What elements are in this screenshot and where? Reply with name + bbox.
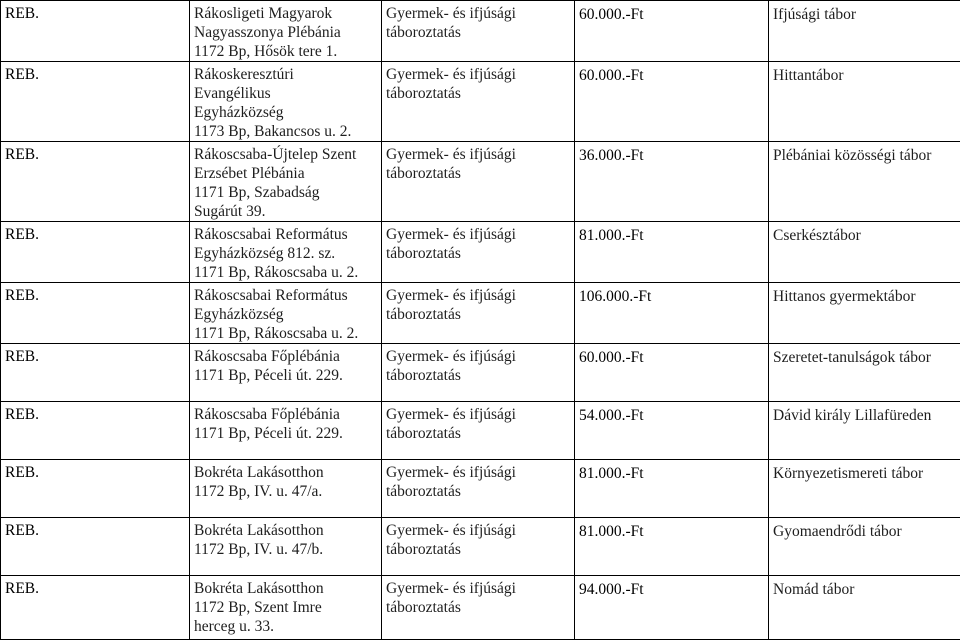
purpose-line: táboroztatás (386, 482, 570, 501)
cell-amount (575, 344, 769, 402)
organization-line: Rákoscsabai Református (194, 286, 377, 305)
organization-line: Evangélikus (194, 84, 377, 103)
amount-value: 60.000.-Ft (579, 4, 764, 24)
cell-amount (575, 460, 769, 518)
purpose-line: Gyermek- és ifjúsági (386, 225, 570, 244)
description-value: Szeretet-tanulságok tábor (773, 347, 956, 367)
cell-amount (575, 402, 769, 460)
cell-code: REB. (1, 283, 190, 344)
cell-description (769, 142, 960, 222)
cell-purpose (382, 402, 575, 460)
cell-description (769, 1, 960, 62)
organization-line: Rákoskeresztúri (194, 65, 377, 84)
description-value: Cserkésztábor (773, 225, 956, 245)
cell-description (769, 283, 960, 344)
amount-value: 36.000.-Ft (579, 145, 764, 165)
cell-code: REB. (1, 344, 190, 402)
purpose-line: Gyermek- és ifjúsági (386, 4, 570, 23)
cell-purpose (382, 142, 575, 222)
cell-organization (190, 402, 382, 460)
organization-line: 1172 Bp, IV. u. 47/b. (194, 540, 377, 559)
organization-line: 1171 Bp, Szabadság (194, 183, 377, 202)
amount-value: 81.000.-Ft (579, 521, 764, 541)
cell-description (769, 518, 960, 576)
cell-organization (190, 460, 382, 518)
organization-line: Sugárút 39. (194, 202, 377, 221)
organization-line: 1172 Bp, IV. u. 47/a. (194, 482, 377, 501)
organization-line: Bokréta Lakásotthon (194, 579, 377, 598)
amount-value: 81.000.-Ft (579, 225, 764, 245)
purpose-line: Gyermek- és ifjúsági (386, 463, 570, 482)
cell-description (769, 344, 960, 402)
purpose-line: Gyermek- és ifjúsági (386, 405, 570, 424)
cell-description (769, 576, 960, 640)
cell-purpose (382, 283, 575, 344)
cell-purpose (382, 1, 575, 62)
cell-description (769, 402, 960, 460)
cell-description (769, 62, 960, 142)
cell-organization (190, 1, 382, 62)
purpose-line: Gyermek- és ifjúsági (386, 521, 570, 540)
purpose-line: Gyermek- és ifjúsági (386, 579, 570, 598)
cell-code: REB. (1, 142, 190, 222)
cell-purpose (382, 460, 575, 518)
description-value: Hittanos gyermektábor (773, 286, 956, 306)
organization-line: Erzsébet Plébánia (194, 164, 377, 183)
purpose-line: Gyermek- és ifjúsági (386, 65, 570, 84)
organization-line: Egyházközség (194, 305, 377, 324)
cell-description (769, 222, 960, 283)
cell-purpose (382, 518, 575, 576)
organization-line: Rákoscsabai Református (194, 225, 377, 244)
organization-line: Egyházközség 812. sz. (194, 244, 377, 263)
organization-line: Rákosligeti Magyarok (194, 4, 377, 23)
purpose-line: táboroztatás (386, 424, 570, 443)
purpose-line: táboroztatás (386, 244, 570, 263)
amount-value: 81.000.-Ft (579, 463, 764, 483)
organization-line: 1172 Bp, Szent Imre (194, 598, 377, 617)
cell-code: REB. (1, 518, 190, 576)
description-value: Nomád tábor (773, 579, 956, 599)
table-row (1, 460, 960, 518)
organization-line: Rákoscsaba Főplébánia (194, 347, 377, 366)
organization-line: herceg u. 33. (194, 617, 377, 636)
description-value: Dávid király Lillafüreden (773, 405, 956, 425)
amount-value: 94.000.-Ft (579, 579, 764, 599)
cell-organization (190, 222, 382, 283)
table-row (1, 142, 960, 222)
cell-code: REB. (1, 576, 190, 640)
cell-organization (190, 142, 382, 222)
cell-code: REB. (1, 62, 190, 142)
cell-purpose (382, 344, 575, 402)
organization-line: 1171 Bp, Péceli út. 229. (194, 366, 377, 385)
amount-value: 60.000.-Ft (579, 65, 764, 85)
amount-value: 54.000.-Ft (579, 405, 764, 425)
description-value: Gyomaendrődi tábor (773, 521, 956, 541)
grants-table-body (1, 1, 960, 640)
organization-line: 1173 Bp, Bakancsos u. 2. (194, 122, 377, 141)
description-value: Hittantábor (773, 65, 956, 85)
table-row (1, 1, 960, 62)
table-row (1, 518, 960, 576)
cell-amount (575, 62, 769, 142)
organization-line: 1171 Bp, Rákoscsaba u. 2. (194, 263, 377, 282)
cell-organization (190, 344, 382, 402)
organization-line: Bokréta Lakásotthon (194, 463, 377, 482)
organization-line: Rákoscsaba-Újtelep Szent (194, 145, 377, 164)
purpose-line: Gyermek- és ifjúsági (386, 347, 570, 366)
cell-amount (575, 518, 769, 576)
purpose-line: táboroztatás (386, 305, 570, 324)
organization-line: Bokréta Lakásotthon (194, 521, 377, 540)
cell-organization (190, 62, 382, 142)
table-row (1, 576, 960, 640)
cell-organization (190, 518, 382, 576)
amount-value: 106.000.-Ft (579, 286, 764, 306)
cell-purpose (382, 576, 575, 640)
table-row (1, 283, 960, 344)
organization-line: Rákoscsaba Főplébánia (194, 405, 377, 424)
purpose-line: táboroztatás (386, 84, 570, 103)
organization-line: Egyházközség (194, 103, 377, 122)
cell-purpose (382, 62, 575, 142)
cell-amount (575, 576, 769, 640)
amount-value: 60.000.-Ft (579, 347, 764, 367)
purpose-line: Gyermek- és ifjúsági (386, 145, 570, 164)
purpose-line: táboroztatás (386, 164, 570, 183)
cell-code: REB. (1, 460, 190, 518)
table-row (1, 62, 960, 142)
organization-line: Nagyasszonya Plébánia (194, 23, 377, 42)
organization-line: 1171 Bp, Péceli út. 229. (194, 424, 377, 443)
purpose-line: táboroztatás (386, 540, 570, 559)
cell-organization (190, 283, 382, 344)
organization-line: 1172 Bp, Hősök tere 1. (194, 42, 377, 61)
purpose-line: táboroztatás (386, 366, 570, 385)
cell-amount (575, 1, 769, 62)
cell-amount (575, 222, 769, 283)
cell-amount (575, 142, 769, 222)
cell-code: REB. (1, 402, 190, 460)
table-row (1, 222, 960, 283)
cell-code: REB. (1, 1, 190, 62)
cell-description (769, 460, 960, 518)
description-value: Plébániai közösségi tábor (773, 145, 956, 165)
cell-organization (190, 576, 382, 640)
cell-purpose (382, 222, 575, 283)
cell-code: REB. (1, 222, 190, 283)
purpose-line: Gyermek- és ifjúsági (386, 286, 570, 305)
organization-line: 1171 Bp, Rákoscsaba u. 2. (194, 324, 377, 343)
purpose-line: táboroztatás (386, 598, 570, 617)
cell-amount (575, 283, 769, 344)
description-value: Ifjúsági tábor (773, 4, 956, 24)
purpose-line: táboroztatás (386, 23, 570, 42)
description-value: Környezetismereti tábor (773, 463, 956, 483)
table-row (1, 402, 960, 460)
table-row (1, 344, 960, 402)
